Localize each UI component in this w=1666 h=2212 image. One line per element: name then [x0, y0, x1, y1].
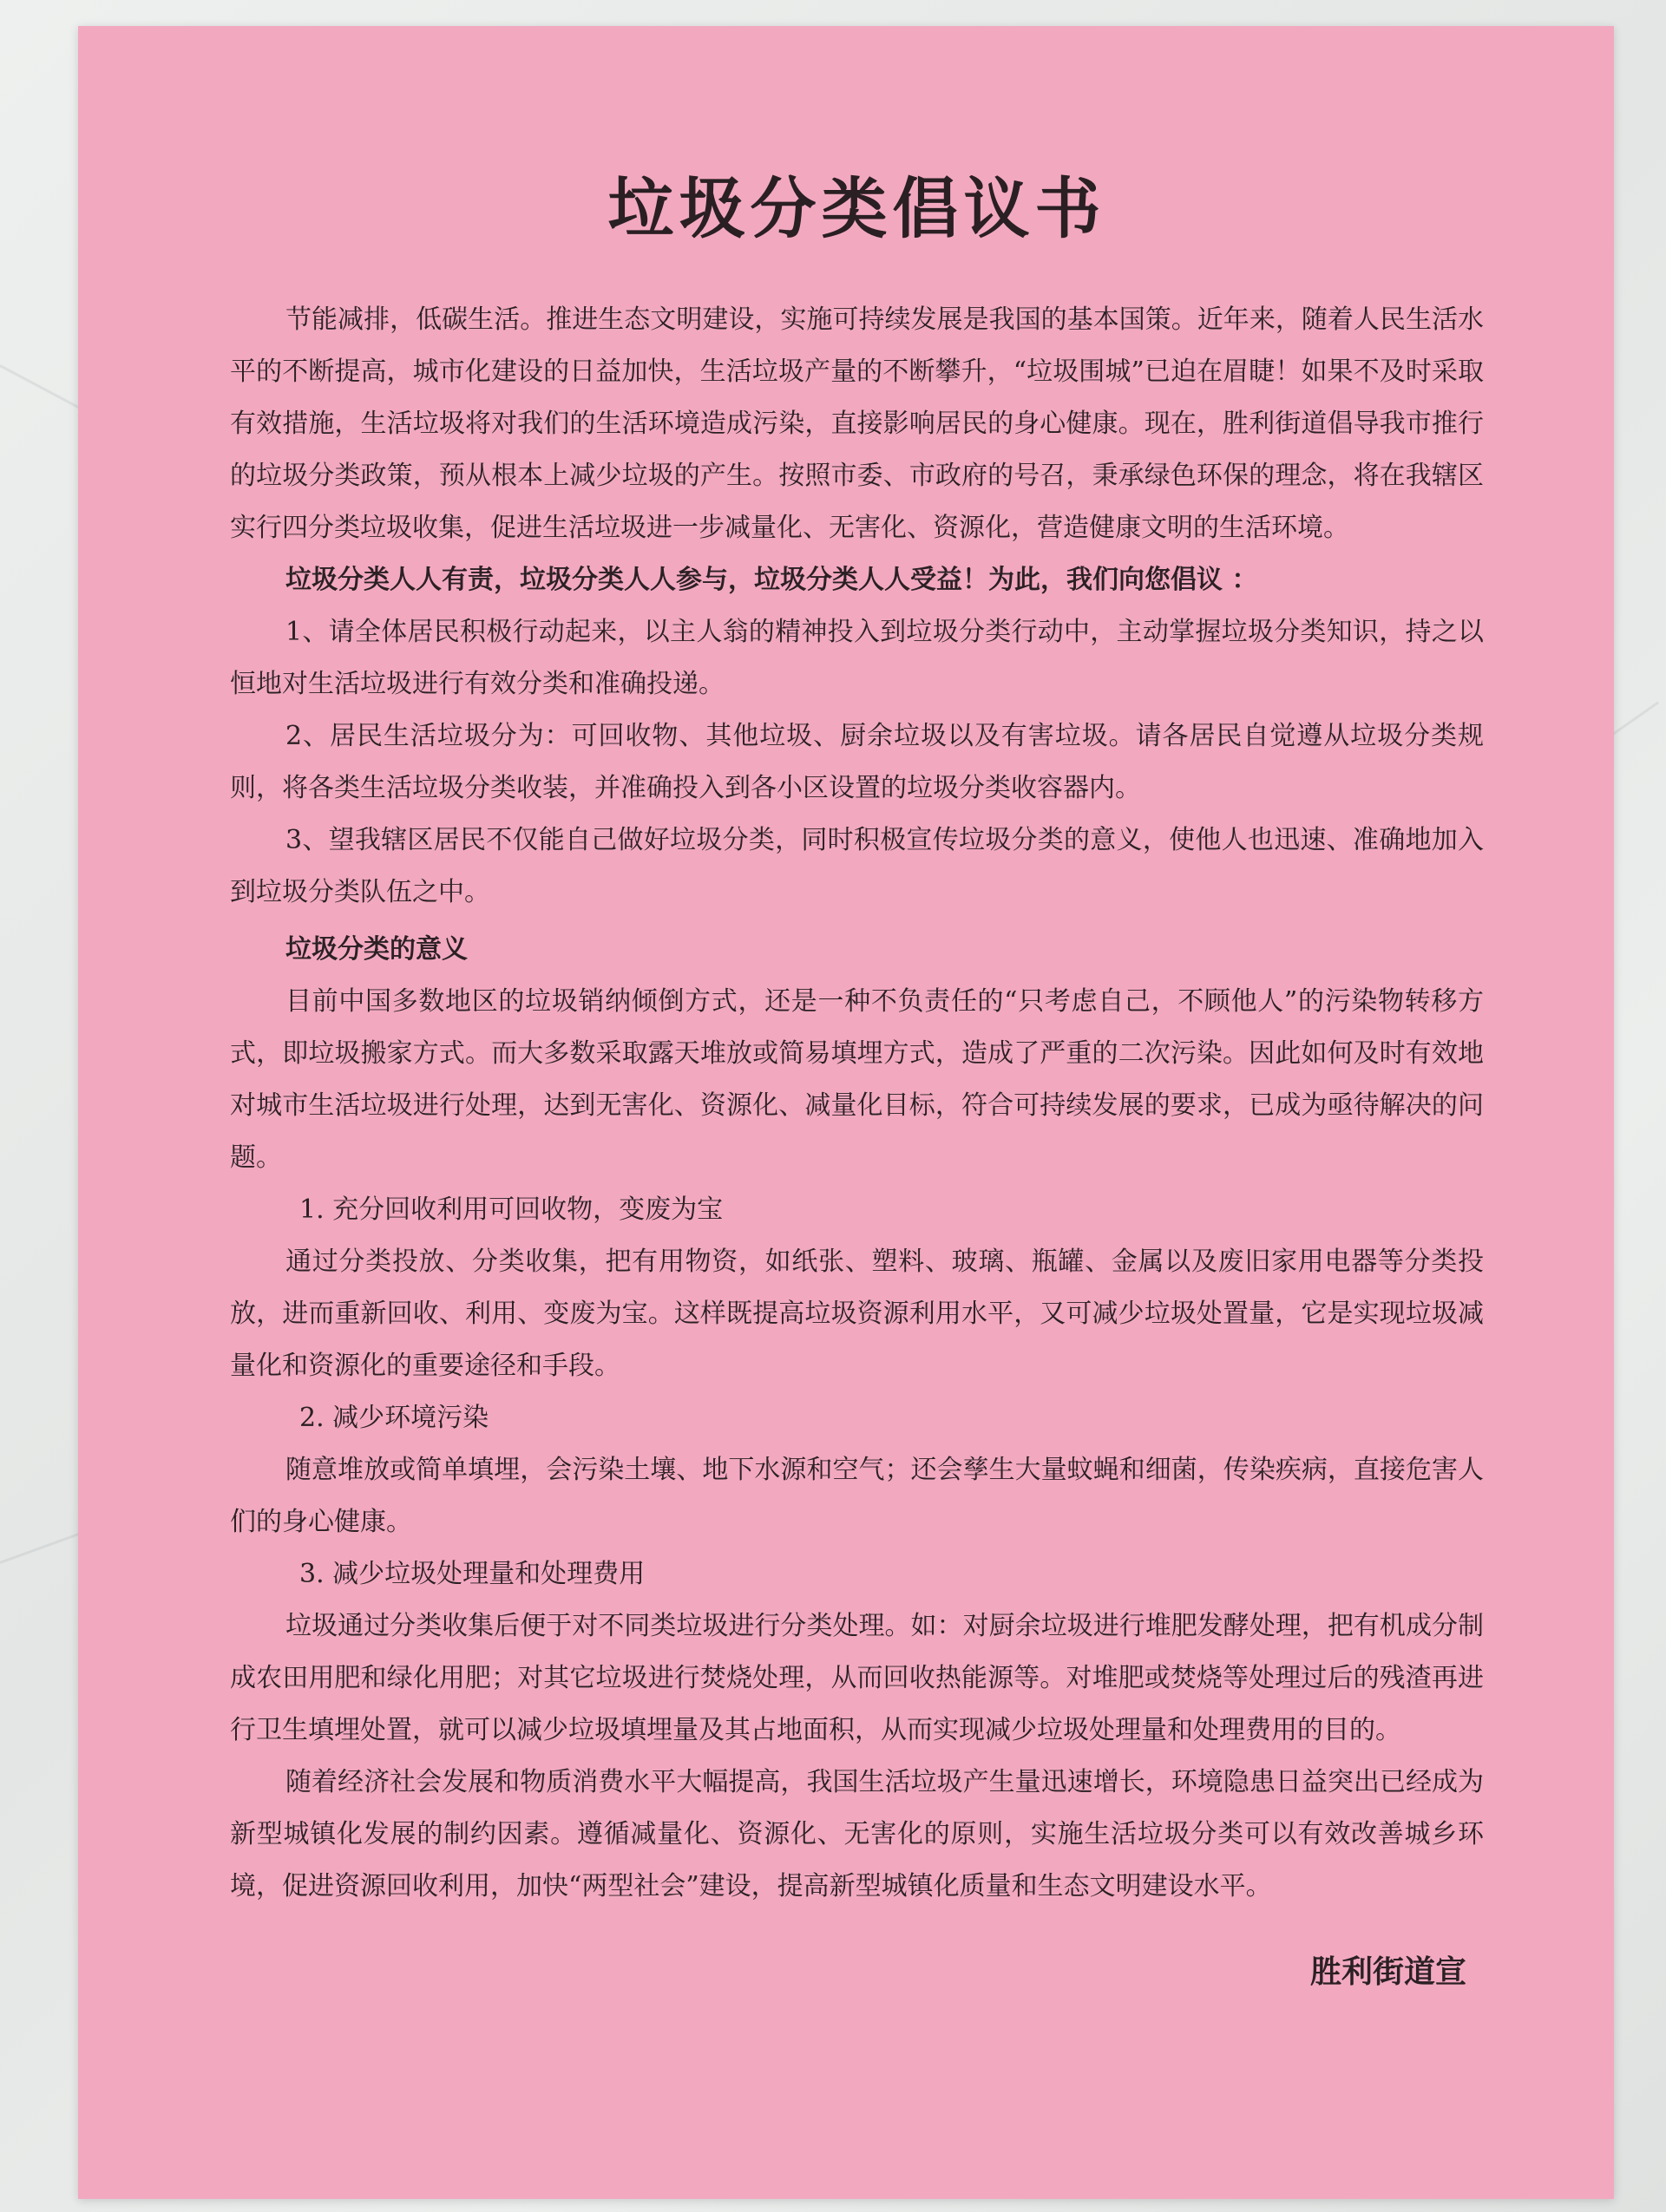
- proposal-1: 1、请全体居民积极行动起来，以主人翁的精神投入到垃圾分类行动中，主动掌握垃圾分类知识，持之以恒地对生活垃圾进行有效分类和准确投递。: [230, 617, 1484, 699]
- call-to-action: 垃圾分类人人有责，垃圾分类人人参与，垃圾分类人人受益！为此，我们向您倡议 ：: [285, 565, 1258, 595]
- signature: 胜利街道宣: [1309, 1954, 1466, 1990]
- proposal-2: 2、居民生活垃圾分为：可回收物、其他垃圾、厨余垃圾以及有害垃圾。请各居民自觉遵从垃圾分类规则，将各类生活垃圾分类收装，并准确投入到各小区设置的垃圾分类收容器内。: [230, 721, 1484, 803]
- point-3-text: 垃圾通过分类收集后便于对不同类垃圾进行分类处理。如：对厨余垃圾进行堆肥发酵处理，把有机成分制成农田用肥和绿化用肥；对其它垃圾进行焚烧处理，从而回收热能源等。对堆肥或焚烧等处理过后的残渣再进行卫生填埋处置，就可以减少垃圾填埋量及其占地面积，从而实现减少垃圾处理量和处理费用的目的。: [230, 1611, 1484, 1745]
- point-1-heading: 1. 充分回收利用可回收物，变废为宝: [299, 1194, 724, 1225]
- point-2-heading: 2. 减少环境污染: [299, 1403, 489, 1433]
- point-1-text: 通过分类投放、分类收集，把有用物资，如纸张、塑料、玻璃、瓶罐、金属以及废旧家用电器等分类投放，进而重新回收、利用、变废为宝。这样既提高垃圾资源利用水平，又可减少垃圾处置量，它是实现垃圾减量化和资源化的重要途径和手段。: [230, 1247, 1484, 1381]
- flyer-sheet: [78, 26, 1614, 2199]
- proposal-3: 3、望我辖区居民不仅能自己做好垃圾分类，同时积极宣传垃圾分类的意义，使他人也迅速、准确地加入到垃圾分类队伍之中。: [230, 825, 1484, 907]
- point-3-heading: 3. 减少垃圾处理量和处理费用: [299, 1559, 646, 1589]
- intro-paragraph: 节能减排，低碳生活。推进生态文明建设，实施可持续发展是我国的基本国策。近年来，随着人民生活水平的不断提高，城市化建设的日益加快，生活垃圾产量的不断攀升，“垃圾围城”已迫在眉睫！如果不及时采取有效措施，生活垃圾将对我们的生活环境造成污染，直接影响居民的身心健康。现在，胜利街道倡导我市推行的垃圾分类政策，预从根本上减少垃圾的产生。按照市委、市政府的号召，秉承绿色环保的理念，将在我辖区实行四分类垃圾收集，促进生活垃圾进一步减量化、无害化、资源化，营造健康文明的生活环境。: [230, 304, 1484, 543]
- conclusion-paragraph: 随着经济社会发展和物质消费水平大幅提高，我国生活垃圾产生量迅速增长，环境隐患日益突出已经成为新型城镇化发展的制约因素。遵循减量化、资源化、无害化的原则，实施生活垃圾分类可以有效改善城乡环境，促进资源回收利用，加快“两型社会”建设，提高新型城镇化质量和生态文明建设水平。: [230, 1767, 1484, 1901]
- meaning-intro: 目前中国多数地区的垃圾销纳倾倒方式，还是一种不负责任的“只考虑自己，不顾他人”的污染物转移方式，即垃圾搬家方式。而大多数采取露天堆放或简易填埋方式，造成了严重的二次污染。因此如何及时有效地对城市生活垃圾进行处理，达到无害化、资源化、减量化目标，符合可持续发展的要求，已成为亟待解决的问题。: [230, 986, 1484, 1173]
- document-title: 垃圾分类倡议书: [607, 170, 1106, 247]
- point-2-text: 随意堆放或简单填埋，会污染土壤、地下水源和空气；还会孳生大量蚊蝇和细菌，传染疾病，直接危害人们的身心健康。: [230, 1455, 1484, 1537]
- meaning-heading: 垃圾分类的意义: [285, 934, 468, 965]
